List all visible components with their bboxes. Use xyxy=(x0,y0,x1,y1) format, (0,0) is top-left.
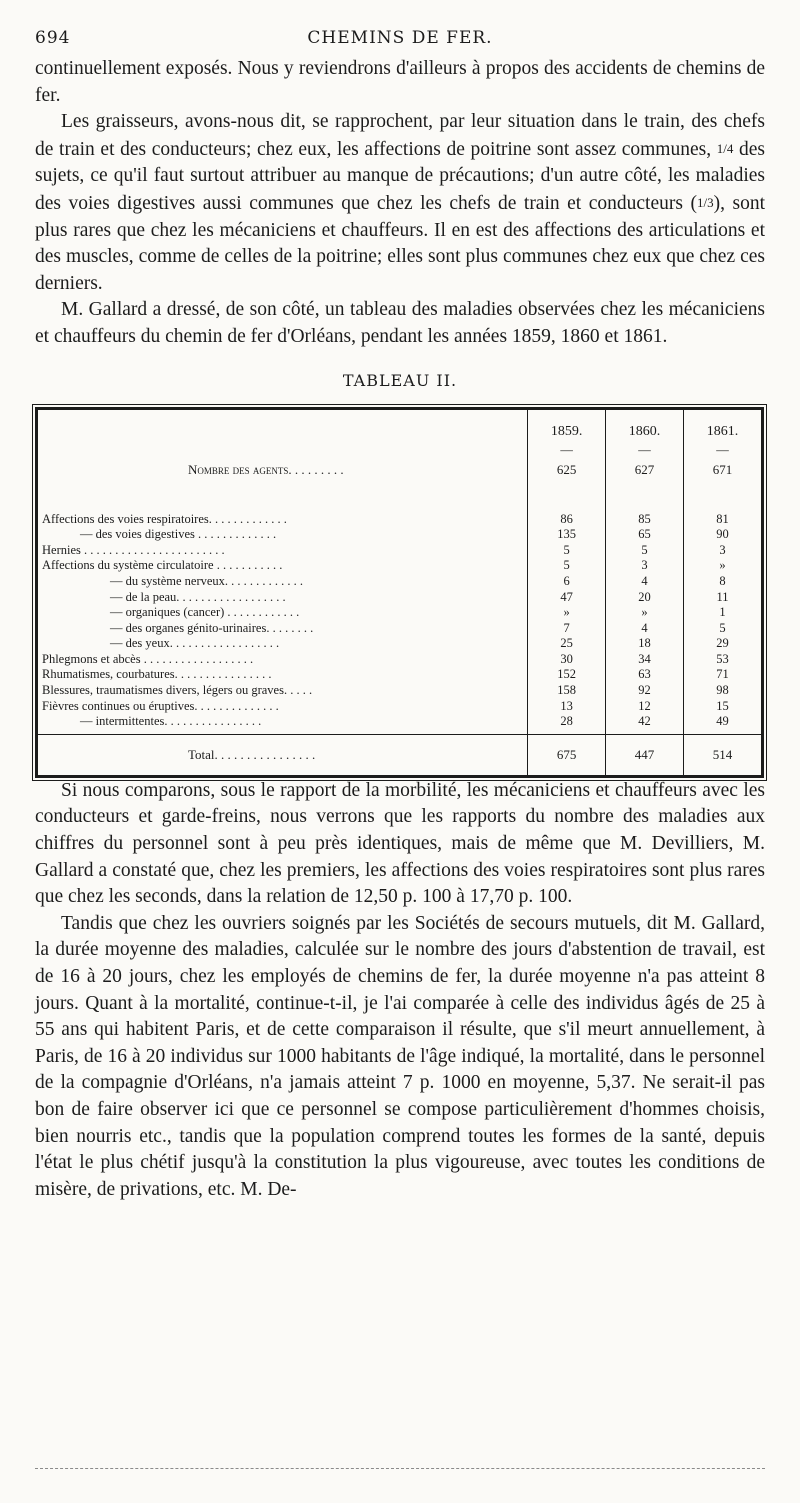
row-value: 29 xyxy=(684,636,761,652)
row-label: — de la peau. . . . . . . . . . . . . . . . . . xyxy=(110,589,286,604)
agents-value: 627 xyxy=(606,462,684,484)
paragraph-gallard-intro: M. Gallard a dressé, de son côté, un tableau des maladies observées chez les mécaniciens et chauffeurs du chemin de fer d'Orléans, pendant les années 1859, 1860 et 1861. xyxy=(35,299,765,347)
row-value: 86 xyxy=(528,512,606,528)
row-value: 5 xyxy=(606,543,684,559)
row-value: 5 xyxy=(528,543,606,559)
table-row xyxy=(38,636,761,652)
table-row xyxy=(38,543,761,559)
year-header: 1861. xyxy=(684,410,761,440)
row-value: 28 xyxy=(528,714,606,730)
row-value: 47 xyxy=(528,590,606,606)
row-value: 8 xyxy=(684,574,761,590)
agents-label: Nombre des agents. . . . . . . . . xyxy=(188,461,344,477)
page-header xyxy=(35,28,765,56)
table-row xyxy=(38,605,761,621)
row-value: 1 xyxy=(684,605,761,621)
row-value: 65 xyxy=(606,527,684,543)
row-value: » xyxy=(684,558,761,574)
total-value: 514 xyxy=(684,734,761,775)
paragraph-continuation: continuellement exposés. Nous y reviendrons d'ailleurs à propos des accidents de chemins de fer. xyxy=(35,58,765,106)
row-value: 12 xyxy=(606,699,684,715)
row-label: — des organes génito-urinaires. . . . . . . . xyxy=(110,620,314,635)
year-header: 1860. xyxy=(606,410,684,440)
page xyxy=(35,28,765,1203)
morbidity-table xyxy=(35,407,764,778)
row-value: 63 xyxy=(606,667,684,683)
table-row xyxy=(38,621,761,637)
row-label: Phlegmons et abcès . . . . . . . . . . . . . . . . . . xyxy=(42,651,254,666)
row-value: 158 xyxy=(528,683,606,699)
row-value: 4 xyxy=(606,621,684,637)
row-value: 15 xyxy=(684,699,761,715)
row-value: 34 xyxy=(606,652,684,668)
fraction-quarter: 1/4 xyxy=(716,140,734,156)
row-value: 71 xyxy=(684,667,761,683)
row-value: 3 xyxy=(606,558,684,574)
row-value: 42 xyxy=(606,714,684,730)
row-value: 11 xyxy=(684,590,761,606)
total-label: Total. . . . . . . . . . . . . . . . xyxy=(38,734,528,775)
paragraph-mortality: Tandis que chez les ouvriers soignés par les Sociétés de secours mutuels, dit M. Gallard, la durée moyenne des maladies, calculée sur le nombre des jours d'abstention de travail, est de 16 à 20 jours, chez les employés de chemins de fer, la durée moyenne n'a pas atteint 8 jours. Quant à la mortalité, continue-t-il, je l'ai comparée à celle des individus âgés de 25 à 55 ans qui habitent Paris, et de cette comparaison il résulte, que s'il meurt annuellement, à Paris, de 16 à 20 individus sur 1000 habitants de l'âge indiqué, la mortalité, dans le personnel de la compagnie d'Orléans, n'a jamais atteint 7 p. 1000 en moyenne, 5,37. Ne serait-il pas bon de faire observer ici que ce personnel se compose particulièrement d'hommes choisis, bien nourris etc., tandis que la population comprend toutes les formes de la santé, depuis l'état le plus chétif jusqu'à la constitution la plus vigoureuse, avec toutes les conditions de misère, de privations, etc. M. De- xyxy=(35,912,765,1200)
row-value: 5 xyxy=(684,621,761,637)
row-value: 6 xyxy=(528,574,606,590)
row-value: 13 xyxy=(528,699,606,715)
table-row xyxy=(38,699,761,715)
row-label: — intermittentes. . . . . . . . . . . . . . . . xyxy=(80,714,262,729)
agents-value: 671 xyxy=(684,462,761,484)
paragraph-graisseurs: Les graisseurs, avons-nous dit, se rapprochent, par leur situation dans le train, des chefs de train et des conducteurs; chez eux, les affections de poitrine sont assez communes, 1/4 des sujets, ce qu'il faut surtout attribuer au manque de précautions; d'un autre côté, les maladies des voies digestives aussi communes que chez les chefs de train et conducteurs (1/3), sont plus rares que chez les mécaniciens et chauffeurs. Il en est des affections des articulations et des muscles, comme de celles de la poitrine; elles sont plus communes chez eux que chez ces derniers. xyxy=(35,111,766,294)
table-row xyxy=(38,512,761,528)
row-value: 90 xyxy=(684,527,761,543)
row-value: 135 xyxy=(528,527,606,543)
row-value: » xyxy=(528,605,606,621)
row-value: 85 xyxy=(606,512,684,528)
row-value: 49 xyxy=(684,714,761,730)
table-agents-row xyxy=(38,462,761,484)
row-value: 4 xyxy=(606,574,684,590)
row-label: Affections des voies respiratoires. . . . . . . . . . . . . xyxy=(42,511,287,526)
row-value: 20 xyxy=(606,590,684,606)
row-label: — des yeux. . . . . . . . . . . . . . . . . . xyxy=(110,636,280,651)
row-label: Blessures, traumatismes divers, légers ou graves. . . . . xyxy=(42,683,313,698)
fraction-third: 1/3 xyxy=(696,194,714,210)
table-row xyxy=(38,590,761,606)
row-value: 18 xyxy=(606,636,684,652)
row-value: 53 xyxy=(684,652,761,668)
row-value: 92 xyxy=(606,683,684,699)
row-label: — des voies digestives . . . . . . . . . . . . . xyxy=(80,527,277,542)
row-value: 7 xyxy=(528,621,606,637)
table-title: TABLEAU II. xyxy=(342,370,458,390)
footer-rule xyxy=(35,1468,765,1469)
row-value: 30 xyxy=(528,652,606,668)
row-value: » xyxy=(606,605,684,621)
paragraph-comparison: Si nous comparons, sous le rapport de la morbilité, les mécaniciens et chauffeurs avec les conducteurs et garde-freins, nous verrons que les rapports du nombre des maladies aux chiffres du personnel sont à peu près identiques, mais de même que M. Devilliers, M. Gallard a constaté que, chez les premiers, les affections des voies respiratoires sont plus rares que chez les seconds, dans la relation de 12,50 p. 100 à 17,70 p. 100. xyxy=(35,779,765,908)
table-row xyxy=(38,652,761,668)
table-row xyxy=(38,558,761,574)
table-row xyxy=(38,667,761,683)
table-row xyxy=(38,527,761,543)
row-label: — du système nerveux. . . . . . . . . . . . . xyxy=(110,573,304,588)
total-value: 675 xyxy=(528,734,606,775)
table-row xyxy=(38,714,761,730)
row-value: 5 xyxy=(528,558,606,574)
row-label: Affections du système circulatoire . . . . . . . . . . . xyxy=(42,558,283,573)
row-label: Hernies . . . . . . . . . . . . . . . . . . . . . . . xyxy=(42,542,225,557)
row-value: 25 xyxy=(528,636,606,652)
row-value: 98 xyxy=(684,683,761,699)
row-label: Fièvres continues ou éruptives. . . . . . . . . . . . . . xyxy=(42,698,279,713)
row-value: 152 xyxy=(528,667,606,683)
row-label: — organiques (cancer) . . . . . . . . . . . . xyxy=(110,605,300,620)
row-label: Rhumatismes, courbatures. . . . . . . . . . . . . . . . xyxy=(42,667,272,682)
year-header: 1859. xyxy=(528,410,606,440)
table-row xyxy=(38,574,761,590)
row-value: 3 xyxy=(684,543,761,559)
table-total-row xyxy=(38,734,761,775)
total-value: 447 xyxy=(606,734,684,775)
table-row xyxy=(38,683,761,699)
page-number: 694 xyxy=(35,28,71,48)
running-head: CHEMINS DE FER. xyxy=(307,28,493,48)
row-value: 81 xyxy=(684,512,761,528)
table-dash-row: — — — xyxy=(38,440,761,462)
agents-value: 625 xyxy=(528,462,606,484)
table-year-row xyxy=(38,410,761,440)
